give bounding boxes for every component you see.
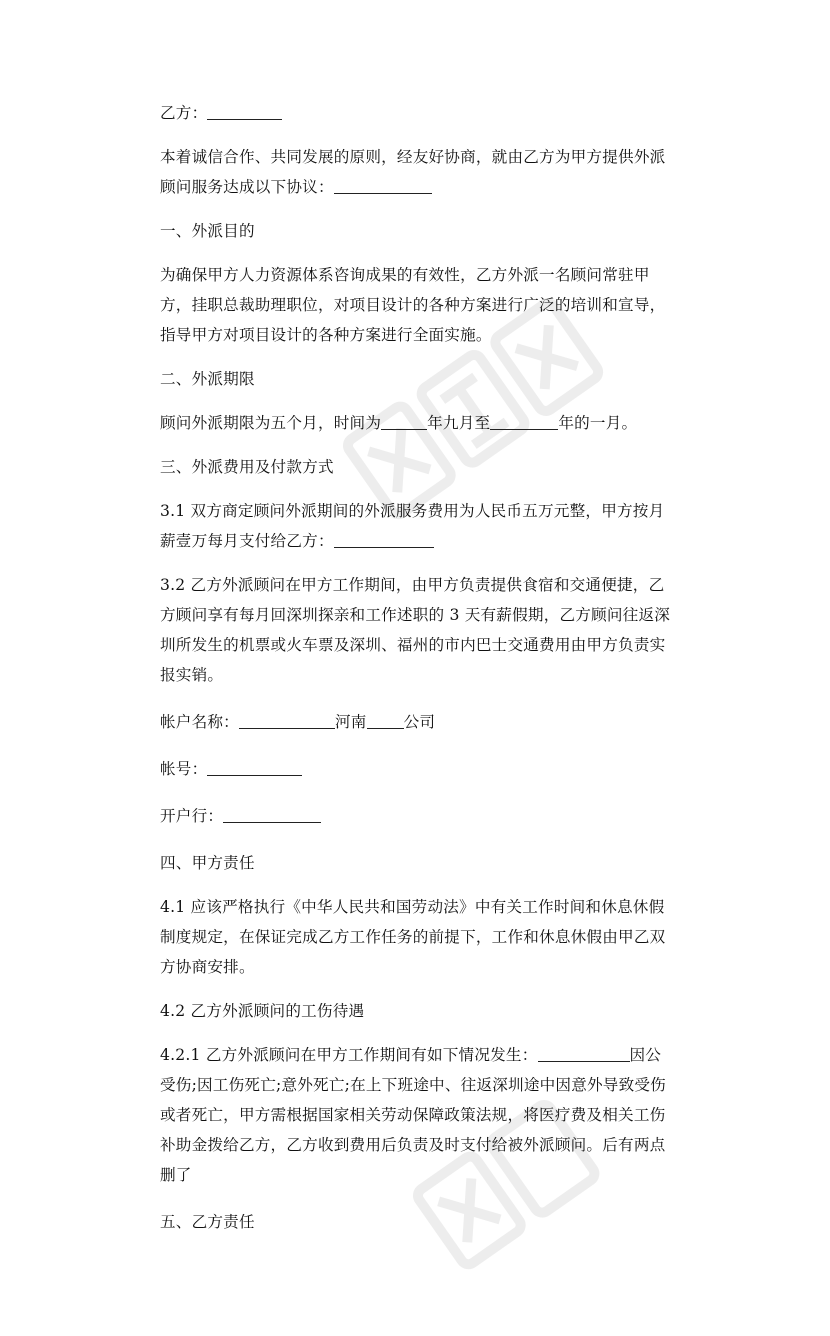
section-1-body: 为确保甲方人力资源体系咨询成果的有效性，乙方外派一名顾问常驻甲方，挂职总裁助理职位，对项目设计的各种方案进行广泛的培训和宣导，指导甲方对项目设计的各种方案进行全面实施。 — [160, 266, 666, 344]
account-name-blank — [239, 712, 335, 729]
term-text-3: 年的一月。 — [558, 414, 638, 432]
end-year-blank — [490, 413, 558, 430]
payee-blank — [334, 531, 434, 548]
bank-label: 开户行： — [160, 807, 224, 825]
clause-3-1 — [160, 496, 672, 556]
section-1-title: 一、外派目的 — [160, 222, 255, 240]
intro-paragraph — [160, 142, 672, 202]
start-year-blank — [381, 413, 427, 430]
term-text-1: 顾问外派期限为五个月，时间为 — [160, 414, 382, 432]
bank-blank — [223, 806, 321, 823]
party-b-blank — [207, 103, 282, 120]
account-name-label: 帐户名称： — [160, 713, 239, 731]
bank-line — [160, 801, 672, 831]
clause-4-1: 4.1 应该严格执行《中华人民共和国劳动法》中有关工作时间和休息休假制度规定，在保证完成乙方工作任务的前提下，工作和休息休假由甲乙双方协商安排。 — [160, 898, 666, 976]
clause-4-2-1-text-b: 因公受伤;因工伤死亡;意外死亡;在上下班途中、往返深圳途中因意外导致受伤或者死亡，甲方需根据国家相关劳动保障政策法规，将医疗费及相关工伤补助金拨给乙方，乙方收到费用后负责及时支付给被外派顾问。后有两点删了 — [160, 1046, 666, 1184]
section-2-body — [160, 408, 672, 438]
clause-3-2: 3.2 乙方外派顾问在甲方工作期间，由甲方负责提供食宿和交通便捷，乙方顾问享有每月回深圳探亲和工作述职的 3 天有薪假期，乙方顾问往返深圳所发生的机票或火车票及深圳、福州的市内巴士交通费用由甲方负责实报实销。 — [160, 576, 671, 684]
account-number-blank — [207, 759, 302, 776]
term-text-2: 年九月至 — [427, 414, 491, 432]
account-name-line — [160, 707, 672, 737]
section-5-title: 五、乙方责任 — [160, 1213, 255, 1231]
account-name-blank-2 — [367, 712, 404, 729]
section-3-title: 三、外派费用及付款方式 — [160, 458, 334, 476]
clause-4-2-1-text-a: 4.2.1 乙方外派顾问在甲方工作期间有如下情况发生： — [160, 1046, 538, 1064]
account-name-end: 公司 — [403, 713, 436, 731]
account-number-label: 帐号： — [160, 760, 208, 778]
section-4-title: 四、甲方责任 — [160, 854, 255, 872]
clause-3-1-text: 3.1 双方商定顾问外派期间的外派服务费用为人民币五万元整，甲方按月薪壹万每月支付给乙方： — [160, 502, 665, 550]
account-number-line — [160, 754, 672, 784]
incident-blank — [538, 1045, 630, 1062]
party-b-label: 乙方： — [160, 104, 208, 122]
party-b-line — [160, 98, 672, 128]
account-name-mid: 河南 — [334, 713, 367, 731]
clause-4-2: 4.2 乙方外派顾问的工伤待遇 — [160, 1002, 365, 1020]
contract-body — [160, 98, 672, 1237]
clause-4-2-1 — [160, 1040, 672, 1190]
section-2-title: 二、外派期限 — [160, 370, 255, 388]
intro-text: 本着诚信合作、共同发展的原则，经友好协商，就由乙方为甲方提供外派顾问服务达成以下协议： — [160, 148, 666, 196]
intro-blank — [334, 177, 432, 194]
